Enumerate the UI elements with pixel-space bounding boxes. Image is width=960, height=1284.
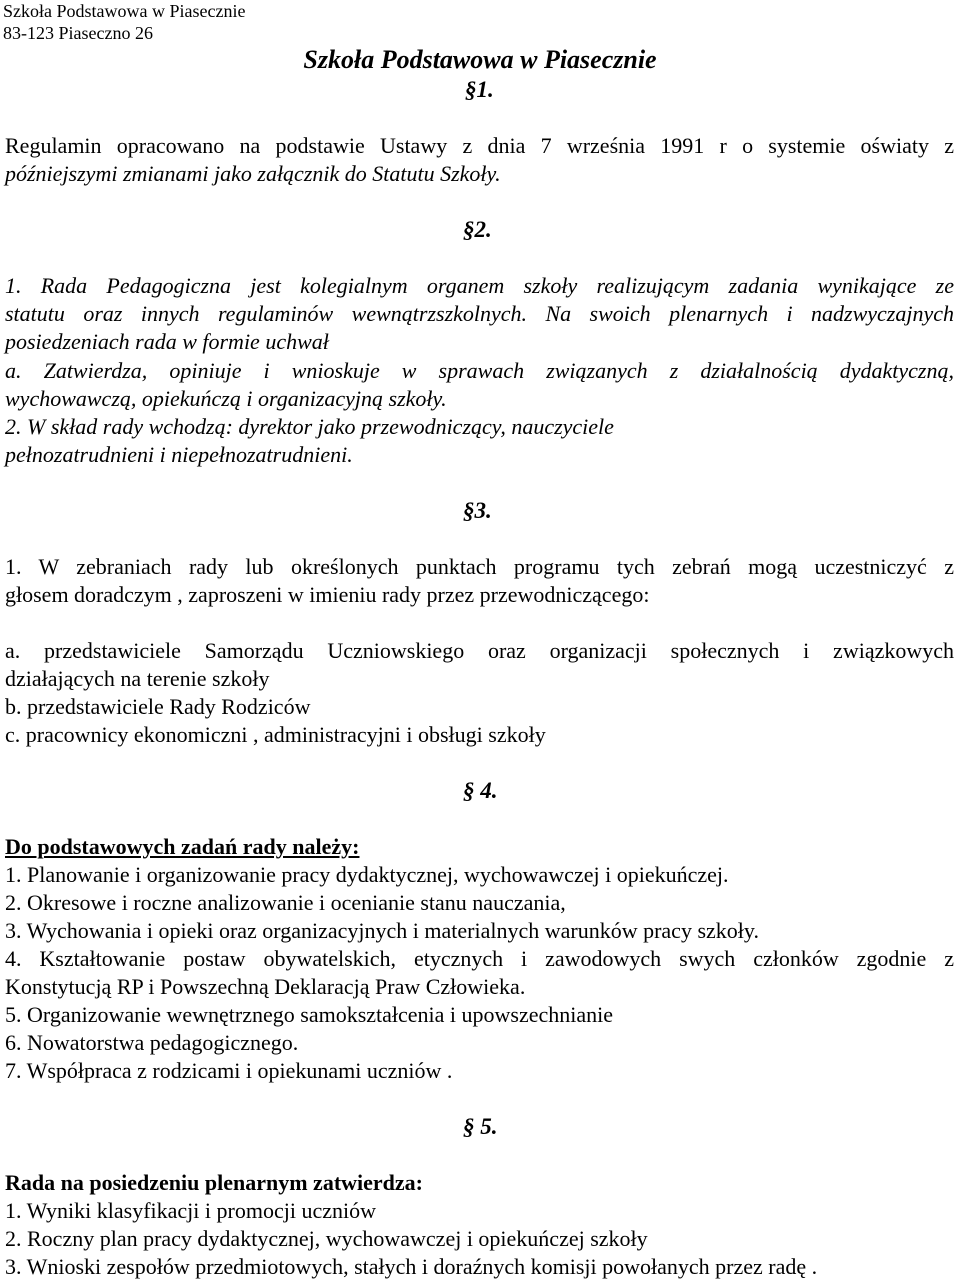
p5-item: 1. Wyniki klasyfikacji i promocji uczniów — [5, 1198, 376, 1223]
p2-line-5: wychowawczą, opiekuńczą i organizacyjną szkoły. — [5, 386, 447, 411]
document-title: Szkoła Podstawowa w Piasecznie — [303, 45, 657, 74]
section-2-heading: §2. — [463, 217, 492, 242]
section-1-heading: §1. — [465, 77, 494, 102]
p4-item: 2. Okresowe i roczne analizowanie i ocenianie stanu nauczania, — [5, 890, 566, 915]
p1-line-2: późniejszymi zmianami jako załącznik do Statutu Szkoły. — [5, 161, 501, 186]
p4-item: 4. Kształtowanie postaw obywatelskich, etycznych i zawodowych swych członków zgodnie z — [5, 946, 954, 971]
p2-line-7: pełnozatrudnieni i niepełnozatrudnieni. — [5, 442, 353, 467]
p5-heading: Rada na posiedzeniu plenarnym zatwierdza: — [5, 1170, 423, 1195]
p2-line-2: statutu oraz innych regulaminów wewnątrzszkolnych. Na swoich plenarnych i nadzwyczajnych — [5, 301, 954, 326]
p3-line-1: 1. W zebraniach rady lub określonych punktach programu tych zebrań mogą uczestniczyć z — [5, 554, 954, 579]
p4-item: Konstytucją RP i Powszechną Deklaracją Praw Człowieka. — [5, 974, 526, 999]
p2-line-3: posiedzeniach rada w formie uchwał — [5, 329, 329, 354]
p3-line-3: a. przedstawiciele Samorządu Uczniowskiego oraz organizacji społecznych i związkowych — [5, 638, 954, 663]
section-5-heading: § 5. — [463, 1114, 498, 1139]
p1-line-1: Regulamin opracowano na podstawie Ustawy z dnia 7 września 1991 r o systemie oświaty z — [5, 133, 954, 158]
p3-line-4: działających na terenie szkoły — [5, 666, 270, 691]
p5-item: 2. Roczny plan pracy dydaktycznej, wychowawczej i opiekuńczej szkoły — [5, 1226, 648, 1251]
p2-line-1: 1. Rada Pedagogiczna jest kolegialnym organem szkoły realizującym zadania wynikające ze — [5, 273, 954, 298]
p4-item: 5. Organizowanie wewnętrznego samokształcenia i upowszechnianie — [5, 1002, 614, 1027]
header-school-name: Szkoła Podstawowa w Piasecznie — [3, 1, 246, 21]
p4-item: 7. Współpraca z rodzicami i opiekunami uczniów . — [5, 1058, 453, 1083]
p4-item: 1. Planowanie i organizowanie pracy dydaktycznej, wychowawczej i opiekuńczej. — [5, 862, 729, 887]
p4-item: 6. Nowatorstwa pedagogicznego. — [5, 1030, 299, 1055]
p4-item: 3. Wychowania i opieki oraz organizacyjnych i materialnych warunków pracy szkoły. — [5, 918, 759, 943]
section-4-heading: § 4. — [463, 778, 498, 803]
p3-line-5: b. przedstawiciele Rady Rodziców — [5, 694, 311, 719]
p3-line-6: c. pracownicy ekonomiczni , administracyjni i obsługi szkoły — [5, 722, 546, 747]
p2-line-6: 2. W skład rady wchodzą: dyrektor jako przewodniczący, nauczyciele — [5, 414, 614, 439]
p2-line-4: a. Zatwierdza, opiniuje i wnioskuje w sprawach związanych z działalnością dydaktyczną, — [5, 358, 954, 383]
p3-line-2: głosem doradczym , zaproszeni w imieniu rady przez przewodniczącego: — [5, 582, 650, 607]
section-3-heading: §3. — [463, 498, 492, 523]
p5-item: 3. Wnioski zespołów przedmiotowych, stałych i doraźnych komisji powołanych przez radę . — [5, 1254, 818, 1279]
header-address: 83-123 Piaseczno 26 — [3, 23, 153, 43]
p4-heading: Do podstawowych zadań rady należy: — [5, 834, 360, 859]
